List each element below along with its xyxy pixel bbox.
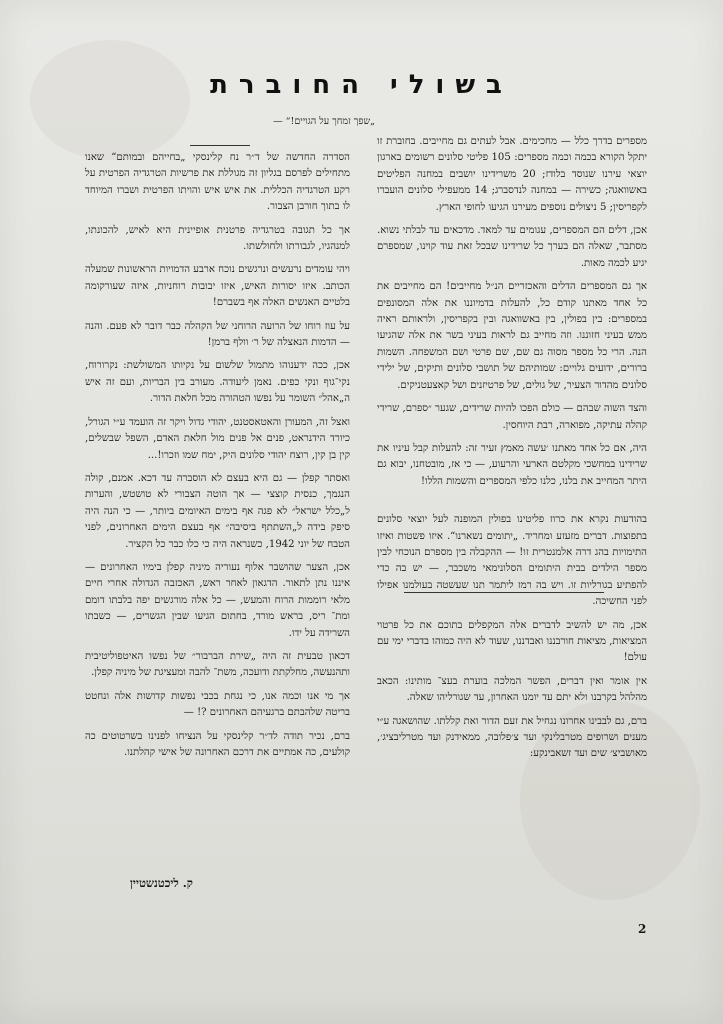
paragraph: אכן, הצער שהושבר אלוף נעוריה מיניה קפלן בימיו האחרונים — איננו נתן לתאור. הדגאון לאחר ראש, האכזבה הגדולה אחרי חיים מלאי רוממות הרוח והמעש, — כל אלה מורגשים יפה בלבתו דומם ומת־ ריס, בראש מורד, בחתום הגיעו שבין הגשרים, — כשבתו השרידה על ידו.: [85, 561, 350, 639]
paragraph: ואסתר קפלן — גם היא בעצם לא הוסברה עד דכא. אמנם, קולה הנגמך, כנסית קוצצי — אך הוטה הצבורי לא טושטש, והערות ל„כלל ישראל״ לא פגה אף בימים האיומים ביותר, — כי הנה היה סיפק בידה ל„השתתף ביסיבה״ אף בעצם הימים האחרונים, לפני הטבח של יוני 1942, כשנראה היה כי כלו כבר כל הקציר.: [85, 472, 350, 550]
author-signature: ק. ליכטנשטיין: [130, 876, 193, 890]
paragraph: ברם, נכיר תודה לד״ר קלינסקי על הנציחו לפנינו בשרטוטים כה קולעים, כה אמתיים את דרכם האחרונה של אישי קהלתנו.: [85, 730, 350, 758]
article-title: בשולי החוברת: [210, 70, 513, 100]
paragraph: ברם, גם לבבינו אחרונו נגחיל את זעם הדור ואת קללתו. שהושאגה ע״י מענים ושרופים מטרבלינקי ועד צ׳פלובה, ממאידנק ועד מטרליבציג׳, מאושביצ׳ שים ועד זשאבינקע:: [377, 715, 647, 760]
paragraph: אך גם המספרים הדלים והאכזריים הנ״ל מחייבים! הם מחייבים את כל אחד מאתנו קודם כל, להעלות בדמיוננו את אלה המסונפים במספרים: בין בפולין, בין באשוואגה ובין בקפריסין, ולראותם ראיה ממש בעיני חזוננו. וזה מחייב גם לראות בעיני בשר את אלה שהגיעו הנה. הרי כל מספר מסוה גם שם, שם פרטי ושם המשפחה. השמות ברורים, ידועים גלויים: שמותיהם של תושבי סלונים ותיקים, של ילידי סלונים מהדור הצעיר, של גולים, של פרטיזנים ושל קאצעטניקים.: [377, 281, 647, 391]
paragraph: מספרים בדרך כלל — מחכימים. אבל לעתים גם מחייבים. בחוברת זו יתקל הקורא בכמה וכמה מספרים: 105 פליטי סלונים רשומים בארגון יוצאי עירנו שנוסד בלודז; 20 משרידינו יושבים במחנה הפליטים באשוואגה; כשירה — במחנה לנדסברג; 14 ממעפילי סלונים הועברו לקפריסין; 5 ניצולים נוספים מעירנו הגיעו לחופי הארץ.: [377, 136, 648, 213]
paragraph: היה, אם כל אחד מאתנו ׳עשה מאמץ זעיר זה: להעלות קבל עיניו את שרידינו במחשכי מקלטם הארעי והרעוע, — כי אז, מובטחנו, יבוא גם היתר המחייב את בלנו, כלנו כלפי המספרים והשמות הללו!: [377, 442, 647, 487]
page-number: 2: [638, 922, 647, 936]
paragraph: דכאון טבעית זה היה „שירת הברבור״ של נפשו האיטפוליטיבית ותהנעשה, מחלקתת ודועכה, משת־ להבה ומעציגת של מיניה קפלן.: [85, 650, 350, 679]
left-column: [85, 150, 350, 768]
paragraph: ואצל זה, המעורן והאטאסטנט, יהודי גדול ויקר זה הועמד ע״י הגורל, כיורד הידנראט, פנים אל פנים מול חלאת האדם, השפל שבשלים, קין בן קין, רוצח יהודי סלונים היק, ימח שמו וזכרו!...: [85, 416, 350, 461]
subtitle-rule: [190, 145, 250, 146]
paper-stain: [30, 40, 190, 160]
paragraph: והצד השוה שבהם — כולם הפכו להיות שרידים, שגער ״ספרם, שרידי קהלה עתיקה, מפוארה, רבת היוחסין.: [377, 403, 647, 431]
paragraph: אך כל תגובה בטרגדיה פרטנית אופיינית היא לאיש, להכונתו, למנהגיו, לגבורתו ולחולשתו.: [85, 224, 350, 253]
article-subtitle: „שפך זמחך על הגויים!“ —: [273, 116, 375, 127]
paragraph: על עוז רוחו של הרועה הרוחני של הקהלה כבר דובר לא פעם. והנה — הדמות הנאצלה של ר׳ וולף ברמן!: [85, 320, 350, 349]
paragraph: אכן, מה יש להשיב לדברים אלה המקפלים בתוכם את כל פרטוי המציאות, מציאות חורבננו ואבדננו, שעוד לא היה כמוהו בדברי ימי עם עולם!: [377, 619, 647, 664]
right-column: [377, 134, 647, 770]
paragraph: אכן, ככה ידענוהו מתמול שלשום על נקיותו המשולשת: נקרורוח, נקי־גוף ונקי כפים. נאמן ליעודה. מעורב בין הבריות, ועם זה איש ה„אהל״ השומר על נפשו הטהורה מכל חלאת הדור.: [85, 360, 350, 405]
paragraph: ויהי עומדים נרעשים ונרגשים נוכח ארבע הדמויות הראשונות שמעלה הכותב. איזו יסורות האיש, איזו יבובות רוחניות, איזה שעורקומה בלטיים האנשים האלה אף בשברם!: [85, 264, 350, 309]
paragraph: אך מי אנו וכמה אנו, כי נגחת בכבי נפשות קדושות אלה ונחטט בריטה שלהבתם ברגעיהם האחרונים ?! —: [85, 690, 350, 719]
paragraph: בהודעות נקרא את כרוז פליטינו בפולין המופנה לעל יוצאי סלונים בתפוצות. דברים מזעזע ומחריד. „יתומים נשארנו“. איזו פשטות ואיזו התימויות בהג דרה אלמנטרית זו! — ההקבלה בין מספרם הנוכחי לבין מספר הילדים בבית היתומים הסלונימאי משכבר, — יש בה כדי להפתיע בגורליות זו. ויש בה רמז ליתמר תנו שעשטה בעולמנו אפילו לפני החשיכה.: [377, 514, 647, 608]
paragraph: אין אומר ואין דברים, הפשר המלכה בוערת בעצ־ מותינו: הכאב מהלהל בקרבנו ולא יתם עד יומנו האחרון, עד שגורליהו שאלה.: [377, 675, 647, 704]
paragraph: אכן, דלים הם המספרים, עגומים עד למאד. מדכאים עד לבלתי נשוא. מסתבר, שאלה הם בערך כל שרידינו שבכל זאת עוד קוינו, שמספרם יגיע לכמה מאות.: [377, 225, 647, 269]
paragraph: הסדרה החדשה של ד״ר נח קלינסקי „בחייהם ובמותם“ שאנו מתחילים לפרסם בגליון זה מגוללת את פרשיות הטרגדיה הפרטית על רקע הטרגדיה הכללית. את איש איש והויתו הפרטית ושברו המיוחד לו בתוך חורבן הצבור.: [85, 152, 350, 213]
